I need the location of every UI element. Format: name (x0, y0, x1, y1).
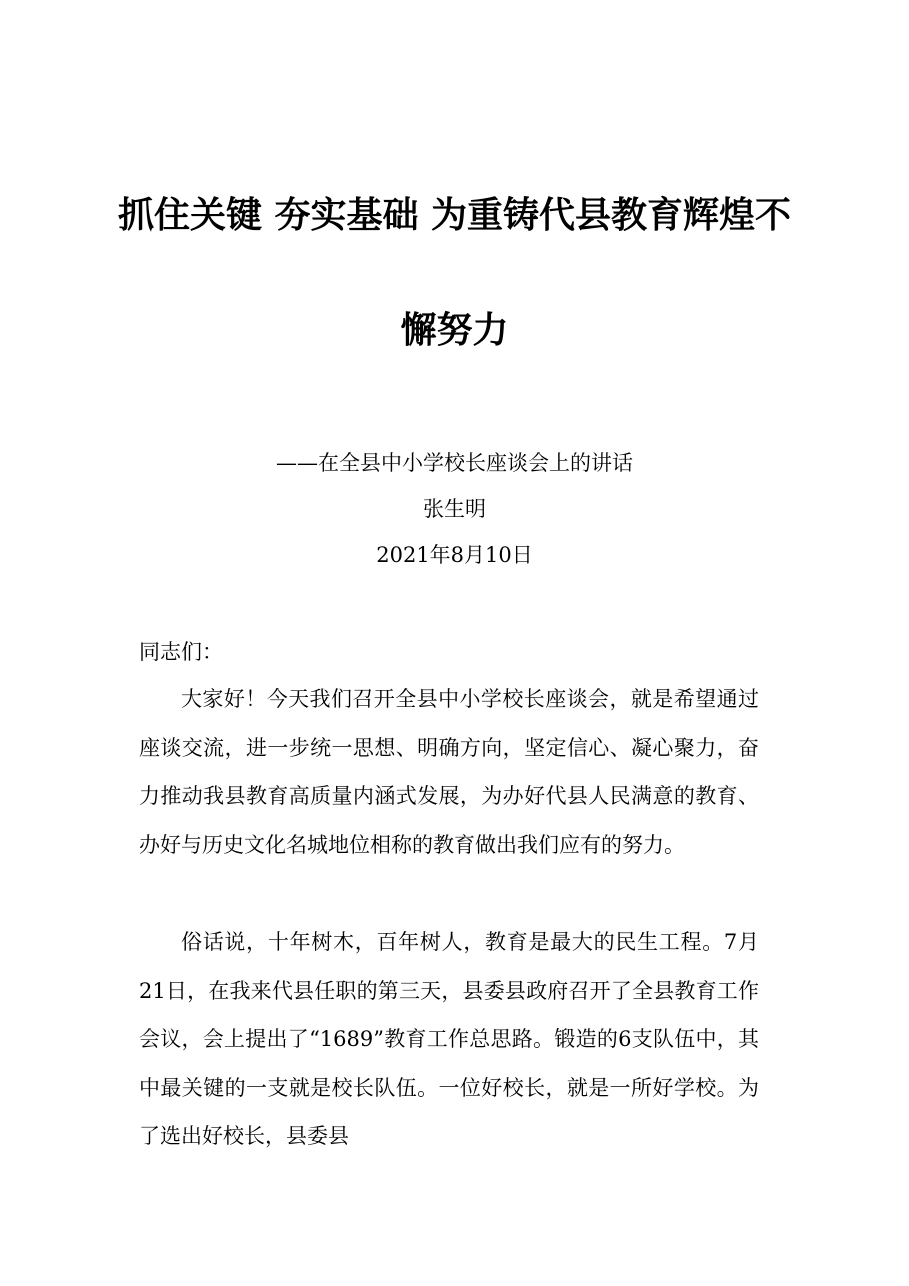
document-title-line-1: 抓住关键 夯实基础 为重铸代县教育辉煌不 (117, 195, 792, 236)
document-author: 张生明 (423, 497, 486, 521)
body-paragraph-2: 俗话说，十年树木，百年树人，教育是最大的民生工程。7月21日，在我来代县任职的第三天，县委县政府召开了全县教育工作会议，会上提出了“1689”教育工作总思路。锻造的6支队伍中，其中最关键的一支就是校长队伍。一位好校长，就是一所好学校。为了选出好校长，县委县 (139, 930, 759, 1148)
salutation: 同志们： (139, 640, 223, 664)
document-title-line-2: 懈努力 (400, 310, 509, 351)
document-subtitle: ——在全县中小学校长座谈会上的讲话 (276, 451, 633, 475)
body-paragraph-1: 大家好！今天我们召开全县中小学校长座谈会，就是希望通过座谈交流，进一步统一思想、明确方向，坚定信心、凝心聚力，奋力推动我县教育高质量内涵式发展，为办好代县人民满意的教育、办好与历史文化名城地位相称的教育做出我们应有的努力。 (139, 687, 759, 857)
document-date: 2021年8月10日 (376, 543, 533, 567)
